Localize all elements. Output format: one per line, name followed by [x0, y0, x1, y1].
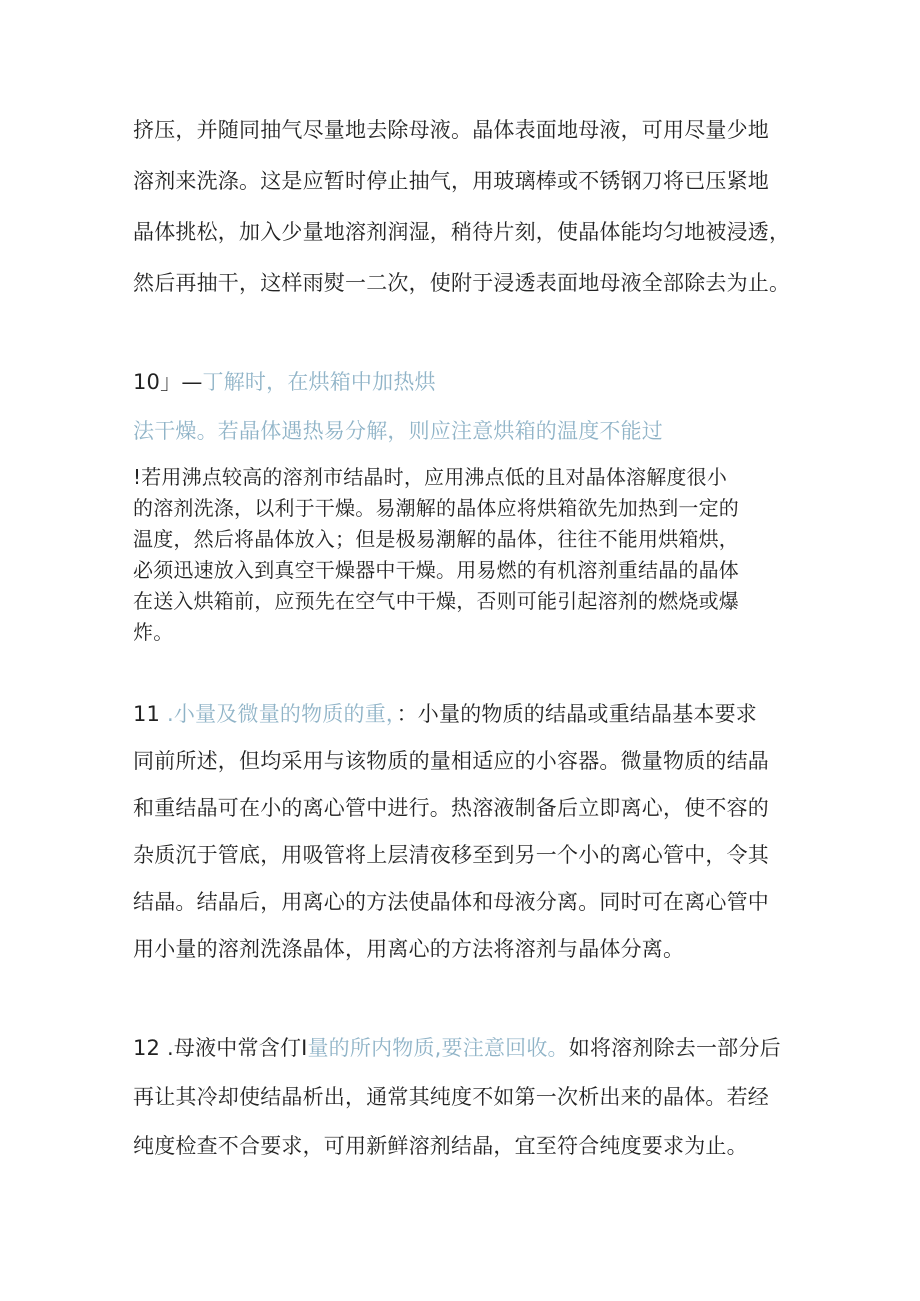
p11-line-2: 和重结晶可在小的离心管中进行。热溶液制备后立即离心，使不容的 — [133, 796, 769, 820]
p11-line-1: 同前所述，但均采用与该物质的量相适应的小容器。微量物质的结晶 — [133, 749, 769, 773]
p10-number: 10」— — [133, 370, 203, 394]
p10-heading-text: 丁解时，在烘箱中加热烘 — [202, 370, 436, 394]
p11-line-5: 用小量的溶剂洗涤晶体，用离心的方法将溶剂与晶体分离。 — [133, 937, 685, 961]
p12-dark-prefix: .母液中常含仃I — [167, 1036, 308, 1060]
p12-faded-mid: 量的所内物质,要注意回收。 — [307, 1036, 569, 1060]
p1-line-1: 挤压，并随同抽气尽量地去除母液。晶体表面地母液，可用尽量少地 — [133, 118, 769, 142]
p11-line-3: 杂质沉于管底，用吸管将上层清夜移至到另一个小的离心管中，令其 — [133, 843, 769, 867]
p10-line-1: !若用沸点较高的溶剂市结晶时，应用沸点低的且对晶体溶解度很小 — [133, 465, 728, 489]
p12-first-line — [133, 1034, 781, 1062]
p1-line-4: 然后再抽干，这样雨熨一二次，使附于浸透表面地母液全部除去为止。 — [133, 271, 791, 295]
p12-first-rest: 如将溶剂除去一部分后 — [568, 1036, 781, 1060]
p11-number: 11 — [133, 702, 161, 726]
p10-line-5: 在送入烘箱前，应预先在空气中干燥，否则可能引起溶剂的燃烧或爆 — [133, 589, 739, 613]
p10-line-6: 炸。 — [133, 620, 174, 644]
p1-line-2: 溶剂来洗涤。这是应暂时停止抽气，用玻璃棒或不锈钢刀将已压紧地 — [133, 169, 769, 193]
p1-line-3: 晶体挑松，加入少量地溶剂润湿，稍待片刻，使晶体能均匀地被浸透， — [133, 220, 791, 244]
p11-first-rest: ：小量的物质的结晶或重结晶基本要求 — [396, 702, 757, 726]
p10-line-3: 温度，然后将晶体放入；但是极易潮解的晶体，往往不能用烘箱烘， — [133, 527, 739, 551]
p11-faded-title: .小量及微量的物质的重， — [167, 702, 397, 726]
p10-line-2: 的溶剂洗涤，以利于干燥。易潮解的晶体应将烘箱欲先加热到一定的 — [133, 496, 739, 520]
p10-faded-line: 法干燥。若晶体遇热易分解，则应注意烘箱的温度不能过 — [133, 419, 663, 443]
p12-number: 12 — [133, 1036, 161, 1060]
p11-first-line — [133, 700, 757, 728]
p10-line-4: 必须迅速放入到真空干燥器中干燥。用易燃的有机溶剂重结晶的晶体 — [133, 558, 739, 582]
p11-line-4: 结晶。结晶后，用离心的方法使晶体和母液分离。同时可在离心管中 — [133, 890, 769, 914]
p12-line-1: 再让其冷却使结晶析出，通常其纯度不如第一次析出来的晶体。若经 — [133, 1085, 769, 1109]
p12-line-2: 纯度检查不合要求，可用新鲜溶剂结晶，宜至符合纯度要求为止。 — [133, 1134, 748, 1158]
p10-heading — [133, 368, 436, 396]
